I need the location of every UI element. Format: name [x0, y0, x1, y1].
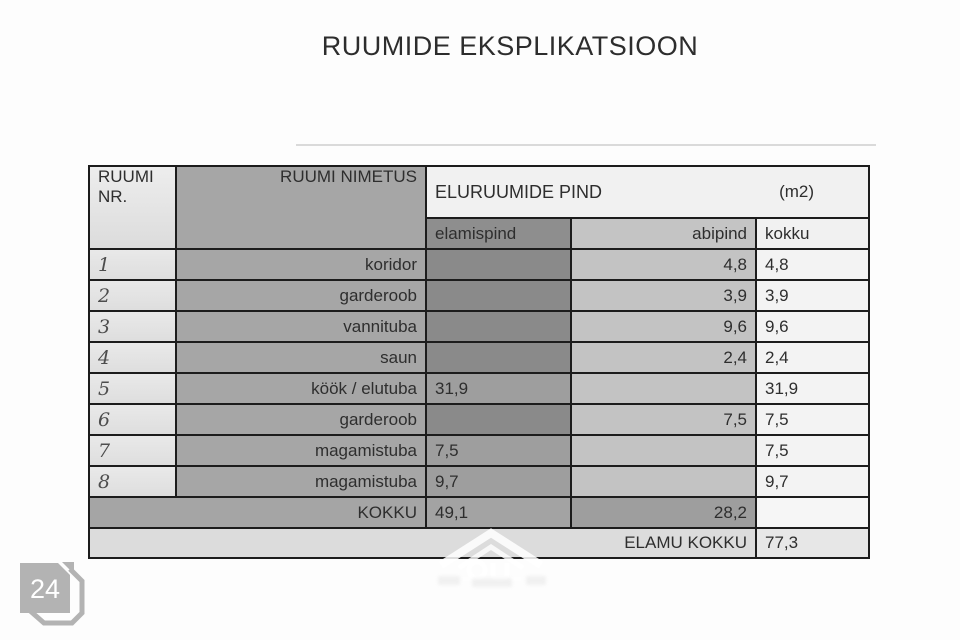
grand-total-label: ELAMU KOKKU — [89, 528, 756, 558]
cell-room-name: saun — [176, 342, 426, 373]
cell-kokku: 9,6 — [756, 311, 869, 342]
grand-total-value: 77,3 — [756, 528, 869, 558]
subheader-abipind: abipind — [571, 218, 756, 249]
cell-room-name: garderoob — [176, 280, 426, 311]
grand-total-row — [89, 528, 869, 558]
cell-abipind — [571, 373, 756, 404]
table-row — [89, 373, 869, 404]
cell-room-nr — [89, 404, 176, 435]
cell-elamispind — [426, 249, 571, 280]
cell-elamispind — [426, 280, 571, 311]
cell-elamispind: 9,7 — [426, 466, 571, 497]
room-nr-handwritten: 3 — [98, 315, 111, 338]
room-nr-handwritten: 8 — [98, 470, 111, 493]
cell-room-nr — [89, 311, 176, 342]
cell-abipind: 7,5 — [571, 404, 756, 435]
room-nr-handwritten: 5 — [98, 377, 111, 400]
table-row — [89, 342, 869, 373]
header-living-area — [426, 166, 869, 218]
cell-room-nr — [89, 373, 176, 404]
cell-abipind: 3,9 — [571, 280, 756, 311]
cell-kokku: 31,9 — [756, 373, 869, 404]
cell-room-nr — [89, 435, 176, 466]
cell-kokku: 3,9 — [756, 280, 869, 311]
cell-abipind — [571, 435, 756, 466]
cell-abipind: 9,6 — [571, 311, 756, 342]
page-number: 24 — [29, 574, 61, 604]
cell-elamispind — [426, 311, 571, 342]
cell-room-name: garderoob — [176, 404, 426, 435]
scan-smudge — [472, 578, 512, 587]
scan-smudge — [526, 576, 546, 585]
cell-kokku: 7,5 — [756, 404, 869, 435]
cell-kokku: 4,8 — [756, 249, 869, 280]
cell-room-nr — [89, 249, 176, 280]
totals-elamispind: 49,1 — [426, 497, 571, 528]
room-nr-handwritten: 2 — [98, 284, 111, 307]
cell-kokku: 9,7 — [756, 466, 869, 497]
page-number-badge — [8, 551, 92, 635]
cell-abipind: 4,8 — [571, 249, 756, 280]
table-header-row-1 — [89, 166, 869, 218]
header-unit-label: (m2) — [779, 182, 815, 201]
room-nr-handwritten: 7 — [98, 439, 111, 462]
cell-abipind — [571, 466, 756, 497]
totals-row — [89, 497, 869, 528]
table-row — [89, 280, 869, 311]
cell-elamispind — [426, 404, 571, 435]
cell-abipind: 2,4 — [571, 342, 756, 373]
room-nr-handwritten: 4 — [98, 346, 111, 369]
header-room-name: RUUMI NIMETUS — [176, 166, 426, 249]
totals-kokku — [756, 497, 869, 528]
cell-elamispind: 7,5 — [426, 435, 571, 466]
cell-kokku: 7,5 — [756, 435, 869, 466]
cell-elamispind: 31,9 — [426, 373, 571, 404]
subheader-kokku: kokku — [756, 218, 869, 249]
cell-room-name: vannituba — [176, 311, 426, 342]
cell-elamispind — [426, 342, 571, 373]
room-explication-table — [88, 165, 870, 559]
table-row — [89, 404, 869, 435]
cell-room-name: magamistuba — [176, 435, 426, 466]
table-row — [89, 311, 869, 342]
cell-room-nr — [89, 342, 176, 373]
header-living-area-label: ELURUUMIDE PIND — [435, 181, 603, 202]
table-row — [89, 435, 869, 466]
scan-artifact-line — [296, 144, 876, 146]
cell-room-name: koridor — [176, 249, 426, 280]
cell-room-nr — [89, 466, 176, 497]
cell-room-name: köök / elutuba — [176, 373, 426, 404]
cell-kokku: 2,4 — [756, 342, 869, 373]
page-title: RUUMIDE EKSPLIKATSIOON — [321, 31, 699, 61]
cell-room-name: magamistuba — [176, 466, 426, 497]
table-row — [89, 466, 869, 497]
subheader-elamispind: elamispind — [426, 218, 571, 249]
room-nr-handwritten: 1 — [98, 253, 111, 276]
cell-room-nr — [89, 280, 176, 311]
header-room-nr: RUUMI NR. — [89, 166, 176, 249]
room-nr-handwritten: 6 — [98, 408, 111, 431]
totals-abipind: 28,2 — [571, 497, 756, 528]
table-row — [89, 249, 869, 280]
scan-smudge — [438, 576, 460, 585]
totals-label: KOKKU — [89, 497, 426, 528]
